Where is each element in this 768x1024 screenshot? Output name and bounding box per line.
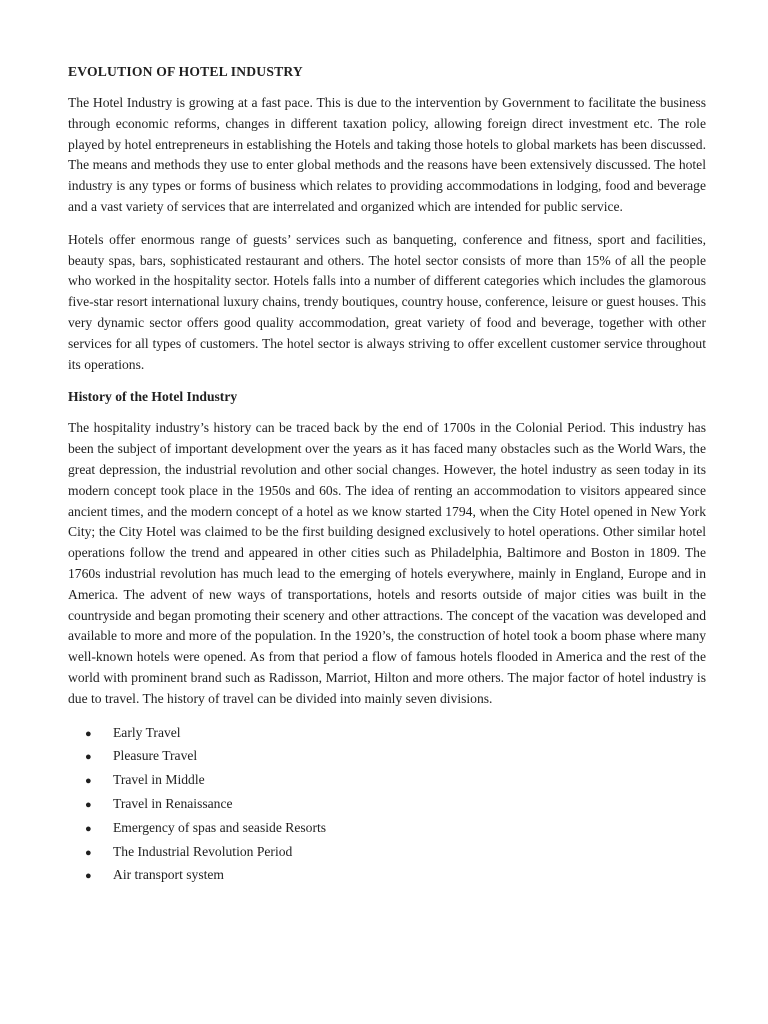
document-title: EVOLUTION OF HOTEL INDUSTRY — [68, 64, 303, 79]
bullet-icon: ● — [85, 798, 92, 811]
bullet-icon: ● — [85, 846, 92, 859]
history-paragraph: The hospitality industry’s history can be traced back by the end of 1700s in the Colonial Period. This industry has been the subject of important development over the years as it has faced many obstacles such as the World Wars, the great depression, the industrial revolution and other social changes. However, the hotel industry as seen today in its modern concept took place in the 1950s and 60s. The idea of renting an accommodation to visitors appeared since ancient times, and the modern concept of a hotel as we know started 1794, when the City Hotel opened in New York City; the City Hotel was claimed to be the first building designed exclusively to hotel operations. Other similar hotel operations follow the trend and appeared in other cities such as Philadelphia, Baltimore and Boston in 1809. The 1760s industrial revolution has much lead to the emerging of hotels everywhere, mainly in England, Europe and in America. The advent of new ways of transportations, hotels and resorts outside of major cities was built in the countryside and began promoting their scenery and other attractions. The concept of the vacation was developed and available to more and more of the population. In the 1920’s, the construction of hotel took a boom phase where many well-known hotels were opened. As from that period a flow of famous hotels flooded in America and the rest of the world with prominent brand such as Radisson, Marriot, Hilton and more others. The major factor of hotel industry is due to travel. The history of travel can be divided into mainly seven divisions. — [68, 420, 706, 706]
list-item — [85, 841, 706, 865]
list-item-label: The Industrial Revolution Period — [113, 843, 293, 859]
list-item — [85, 745, 706, 769]
list-item — [85, 722, 706, 746]
list-item-label: Pleasure Travel — [113, 748, 198, 764]
list-item — [85, 864, 706, 888]
list-item-label: Air transport system — [113, 867, 225, 883]
bullet-icon: ● — [85, 775, 92, 788]
bullet-icon: ● — [85, 751, 92, 764]
list-item — [85, 817, 706, 841]
document-page — [68, 62, 706, 888]
services-paragraph: Hotels offer enormous range of guests’ services such as banqueting, conference and fitness, sport and facilities, beauty spas, bars, sophisticated restaurant and others. The hotel sector consists of more than 15% of all the people who worked in the hospitality sector. Hotels falls into a number of different categories which includes the glamorous five-star resort international luxury chains, trendy boutiques, country house, conference, leisure or guest houses. This very dynamic sector offers good quality accommodation, great variety of food and beverage, together with other services for all types of customers. The hotel sector is always striving to offer excellent customer service throughout its operations. — [68, 231, 706, 372]
list-item-label: Emergency of spas and seaside Resorts — [113, 819, 327, 835]
list-item — [85, 793, 706, 817]
bullet-icon: ● — [85, 822, 92, 835]
bullet-icon: ● — [85, 870, 92, 883]
travel-divisions-list — [68, 722, 706, 889]
bullet-icon: ● — [85, 727, 92, 740]
intro-paragraph: The Hotel Industry is growing at a fast pace. This is due to the intervention by Government to facilitate the business through economic reforms, changes in different taxation policy, allowing foreign direct investment etc. The role played by hotel entrepreneurs in establishing the Hotels and taking those hotels to global markets has been discussed. The means and methods they use to enter global methods and the reasons have been extensively discussed. The hotel industry is any types or forms of business which relates to providing accommodations in lodging, food and beverage and a vast variety of services that are interrelated and organized which are intended for public service. — [68, 95, 707, 214]
list-item — [85, 769, 706, 793]
list-item-label: Early Travel — [113, 724, 181, 740]
list-item-label: Travel in Renaissance — [113, 795, 233, 811]
list-item-label: Travel in Middle — [113, 772, 205, 788]
history-heading: History of the Hotel Industry — [68, 389, 238, 405]
